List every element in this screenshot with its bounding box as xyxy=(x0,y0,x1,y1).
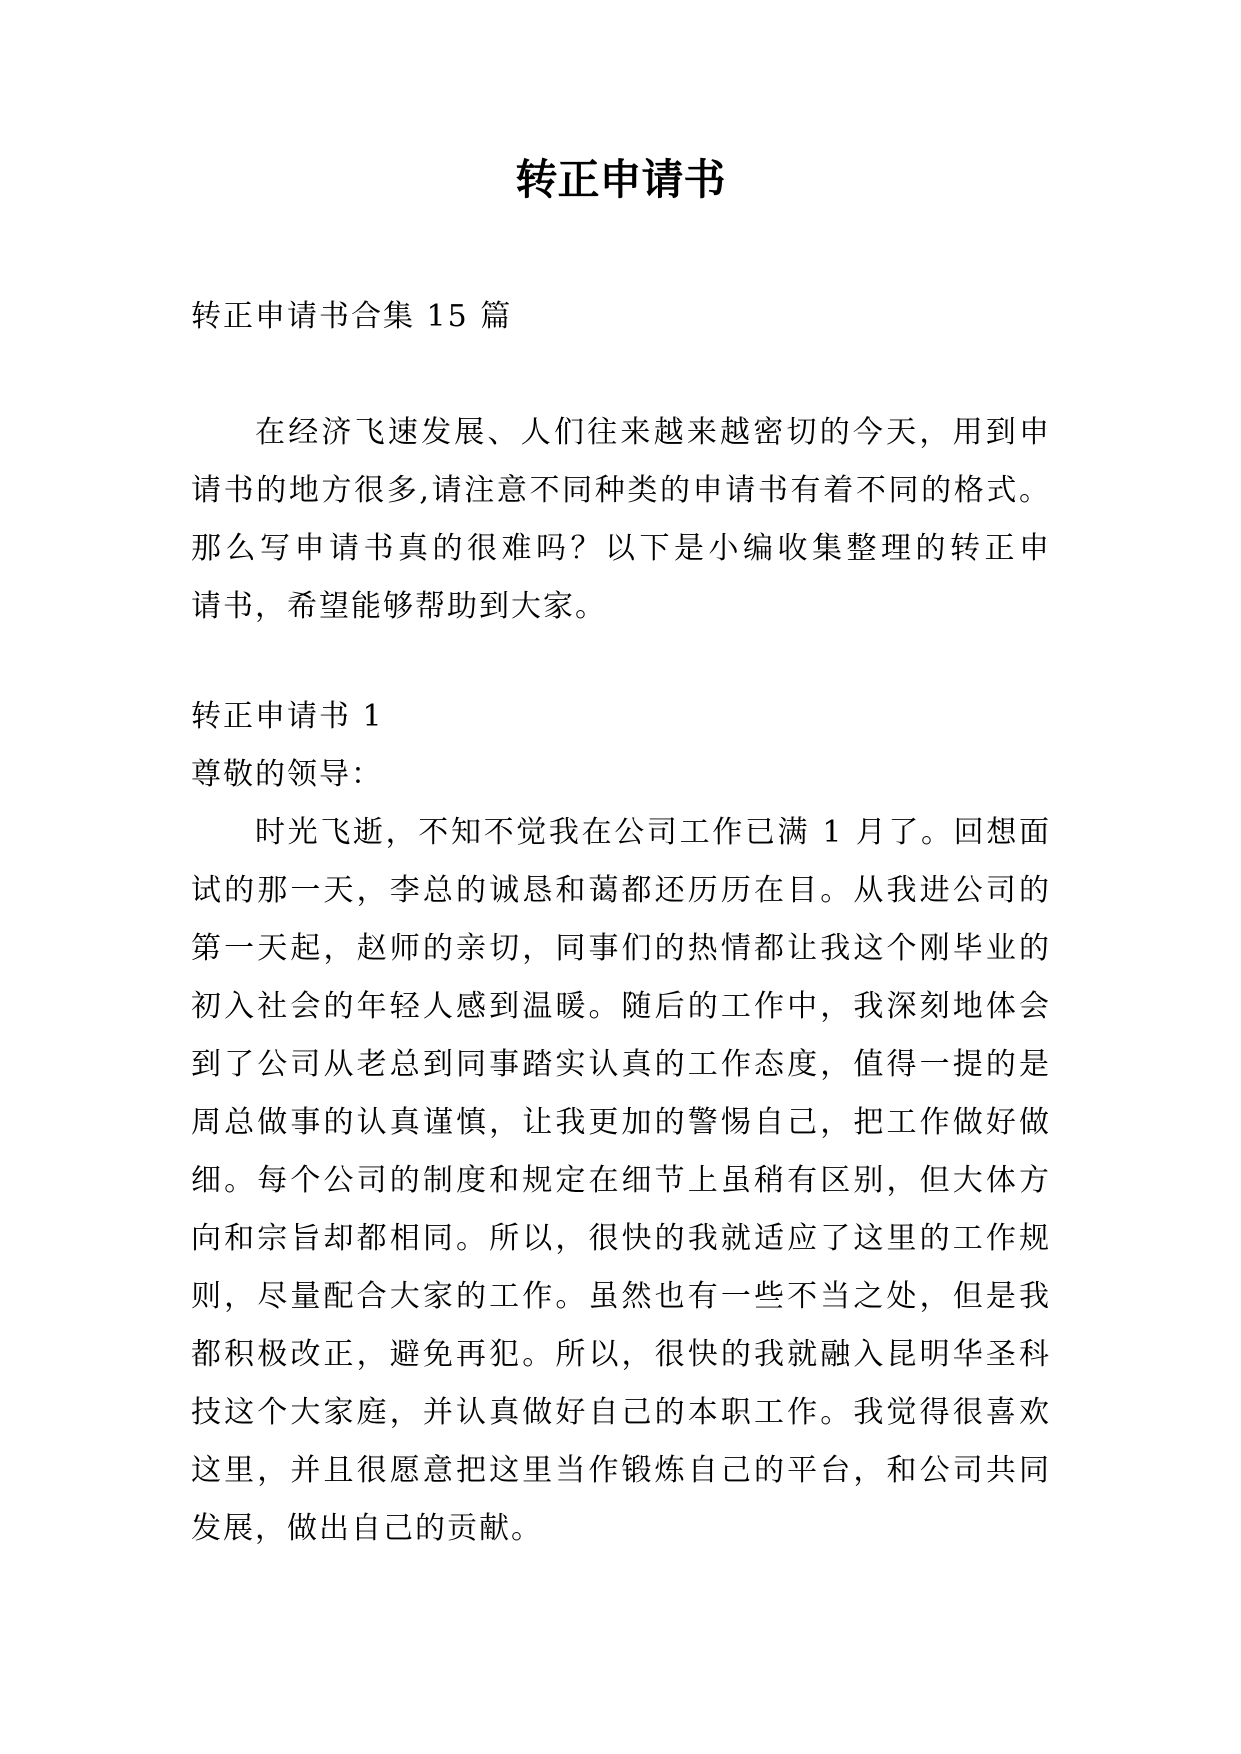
intro-paragraph xyxy=(191,404,1051,636)
letter-heading xyxy=(191,688,1051,746)
body-line: 则，尽量配合大家的工作。虽然也有一些不当之处，但是我 xyxy=(191,1279,1051,1314)
intro-line: 在经济飞速发展、人们往来越来越密切的今天，用到申 xyxy=(255,415,1051,450)
letter-body-paragraph xyxy=(191,804,1051,1558)
body-line: 到了公司从老总到同事踏实认真的工作态度，值得一提的是 xyxy=(191,1047,1051,1082)
body-line: 这里，并且很愿意把这里当作锻炼自己的平台，和公司共同 xyxy=(191,1453,1051,1488)
collection-subtitle xyxy=(191,288,1051,346)
body-line: 细。每个公司的制度和规定在细节上虽稍有区别，但大体方 xyxy=(191,1163,1051,1198)
body-line: 初入社会的年轻人感到温暖。随后的工作中，我深刻地体会 xyxy=(191,989,1051,1024)
salutation-text: 尊敬的领导： xyxy=(191,757,383,792)
body-line: 向和宗旨却都相同。所以，很快的我就适应了这里的工作规 xyxy=(191,1221,1051,1256)
body-line: 时光飞逝，不知不觉我在公司工作已满 1 月了。回想面 xyxy=(255,815,1051,850)
body-line: 试的那一天，李总的诚恳和蔼都还历历在目。从我进公司的 xyxy=(191,873,1051,908)
body-line: 第一天起，赵师的亲切，同事们的热情都让我这个刚毕业的 xyxy=(191,931,1051,966)
body-line: 都积极改正，避免再犯。所以，很快的我就融入昆明华圣科 xyxy=(191,1337,1051,1372)
body-line: 发展，做出自己的贡献。 xyxy=(191,1511,543,1546)
document-title: 转正申请书 xyxy=(515,155,726,204)
intro-line: 那么写申请书真的很难吗？以下是小编收集整理的转正申 xyxy=(191,531,1051,566)
letter-heading-text: 转正申请书 1 xyxy=(191,699,384,734)
body-line: 技这个大家庭，并认真做好自己的本职工作。我觉得很喜欢 xyxy=(191,1395,1051,1430)
salutation xyxy=(191,746,1051,804)
subtitle-text: 转正申请书合集 15 篇 xyxy=(191,299,513,334)
intro-line: 请书的地方很多,请注意不同种类的申请书有着不同的格式。 xyxy=(191,473,1051,508)
intro-line: 请书，希望能够帮助到大家。 xyxy=(191,589,607,624)
body-line: 周总做事的认真谨慎，让我更加的警惕自己，把工作做好做 xyxy=(191,1105,1051,1140)
